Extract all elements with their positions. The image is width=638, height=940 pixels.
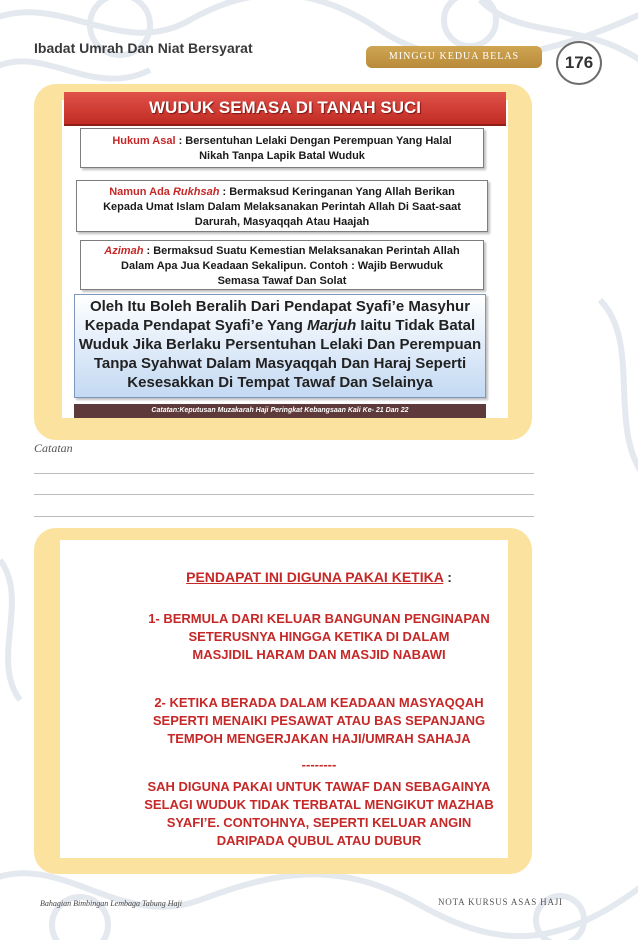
conclusion-line2a: Kepada Pendapat Syafi’e Yang [84, 317, 308, 334]
hukum-asal-box [80, 128, 484, 168]
conclusion-line1: Oleh Itu Boleh Beralih Dari Pendapat Syafi’e Masyhur [89, 298, 471, 315]
rukhsah-term: Rukhsah [172, 186, 220, 198]
closing-line: SELAGI WUDUK TIDAK TERBATAL MENGIKUT MAZHAB [144, 797, 494, 812]
rukhsah-line1: : Bermaksud Keringanan Yang Allah Berikan [219, 186, 455, 198]
conclusion-marjuh: Marjuh [307, 317, 357, 334]
notes-line [34, 473, 534, 474]
usage-heading-text: PENDAPAT INI DIGUNA PAKAI KETIKA [186, 569, 444, 585]
notes-line [34, 516, 534, 517]
azimah-line3: Semasa Tawaf Dan Solat [217, 275, 347, 287]
closing-line: SAH DIGUNA PAKAI UNTUK TAWAF DAN SEBAGAINYA [147, 779, 491, 794]
usage-item-2-line: TEMPOH MENGERJAKAN HAJI/UMRAH SAHAJA [167, 731, 471, 746]
footer-course-title: NOTA KURSUS ASAS HAJI [438, 897, 563, 907]
closing-statement [0, 778, 638, 850]
azimah-line1: : Bermaksud Suatu Kemestian Melaksanakan Perintah Allah [143, 245, 460, 257]
closing-line: SYAFI’E. CONTOHNYA, SEPERTI KELUAR ANGIN [166, 815, 472, 830]
usage-item-2 [0, 694, 638, 748]
conclusion-line4: Tanpa Syahwat Dalam Masyaqqah Dan Haraj Seperti [93, 355, 467, 372]
panel-title-banner: WUDUK SEMASA DI TANAH SUCI [64, 92, 506, 126]
notes-line [34, 494, 534, 495]
conclusion-box [74, 294, 486, 398]
rukhsah-box [76, 180, 488, 232]
hukum-asal-line1: : Bersentuhan Lelaki Dengan Perempuan Yang Halal [175, 135, 452, 147]
closing-line: DARIPADA QUBUL ATAU DUBUR [216, 833, 422, 848]
document-title: Ibadat Umrah Dan Niat Bersyarat [34, 40, 253, 56]
notes-label: Catatan [34, 441, 73, 455]
week-badge: MINGGU KEDUA BELAS [366, 46, 542, 68]
usage-item-1 [0, 610, 638, 664]
rukhsah-line3: Darurah, Masyaqqah Atau Haajah [194, 216, 370, 228]
conclusion-line2b: Iaitu Tidak Batal [356, 317, 476, 334]
usage-item-1-line: 1- BERMULA DARI KELUAR BANGUNAN PENGINAPAN [148, 611, 490, 626]
usage-item-2-line: SEPERTI MENAIKI PESAWAT ATAU BAS SEPANJANG [152, 713, 486, 728]
hukum-asal-line2: Nikah Tanpa Lapik Batal Wuduk [199, 150, 365, 162]
conclusion-line3: Wuduk Jika Berlaku Persentuhan Lelaki Dan Perempuan [78, 336, 482, 353]
azimah-line2: Dalam Apa Jua Keadaan Sekalipun. Contoh : Wajib Berwuduk [121, 260, 443, 272]
source-note: Catatan:Keputusan Muzakarah Haji Peringkat Kebangsaan Kali Ke- 21 Dan 22 [74, 404, 486, 418]
usage-heading-colon: : [443, 569, 452, 585]
azimah-box [80, 240, 484, 290]
usage-item-1-line: MASJIDIL HARAM DAN MASJID NABAWI [192, 647, 446, 662]
usage-heading [0, 568, 638, 586]
hukum-asal-term: Hukum Asal [112, 135, 176, 147]
conclusion-line5: Kesesakkan Di Tempat Tawaf Dan Selainya [127, 374, 433, 391]
separator: -------- [301, 757, 337, 772]
rukhsah-prefix: Namun Ada [109, 186, 173, 198]
rukhsah-line2: Kepada Umat Islam Dalam Melaksanakan Perintah Allah Di Saat-saat [103, 201, 461, 213]
footer-publisher: Bahagian Bimbingan Lembaga Tabung Haji [40, 899, 182, 908]
usage-item-2-line: 2- KETIKA BERADA DALAM KEADAAN MASYAQQAH [154, 695, 484, 710]
page-number: 176 [556, 41, 602, 85]
usage-item-1-line: SETERUSNYA HINGGA KETIKA DI DALAM [188, 629, 450, 644]
azimah-term: Azimah [104, 245, 144, 257]
